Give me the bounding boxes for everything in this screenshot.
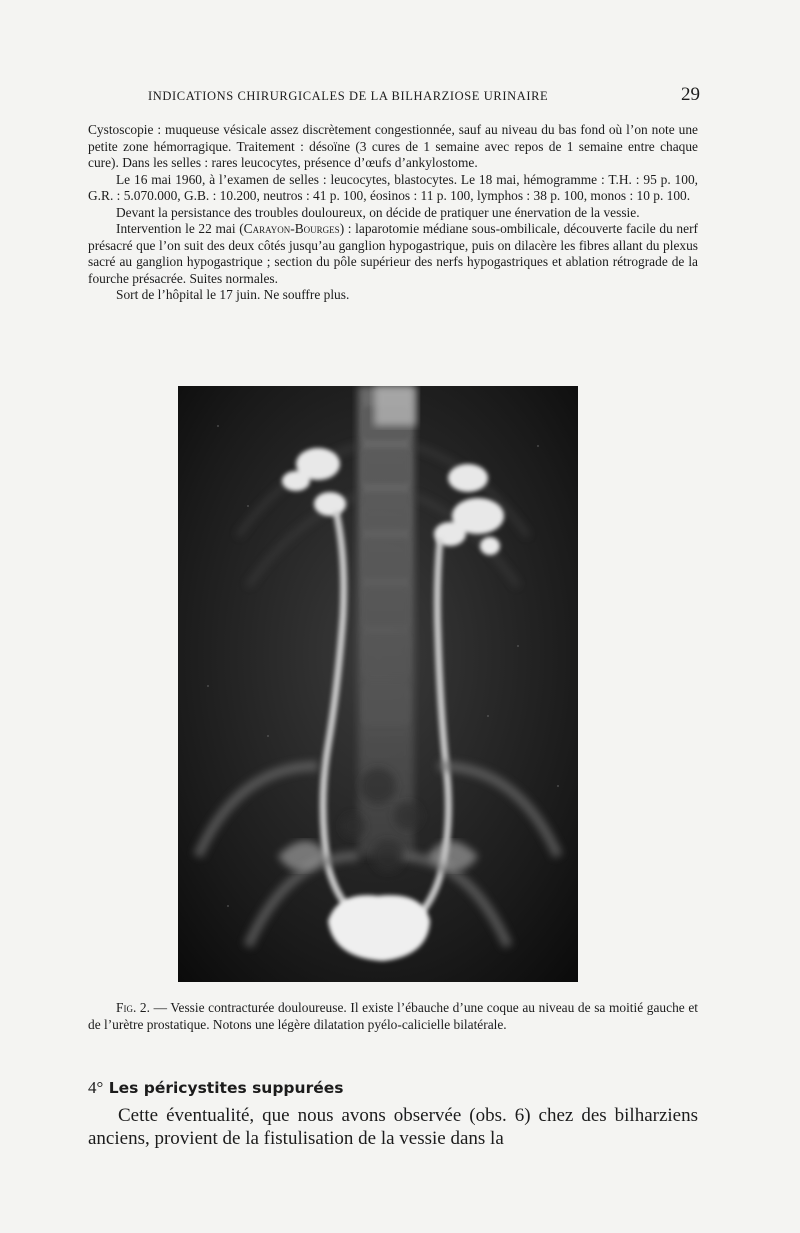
surgeon-names: Carayon-Bourges [243,221,340,236]
section-body [88,1104,698,1150]
observation-text [88,122,698,304]
section-title: Les péricystites suppurées [108,1079,344,1097]
paragraph-cystoscopy: Cystoscopie : muqueuse vésicale assez discrètement congestionnée, sauf au niveau du bas fond où l’on note une petite zone hémorragique. Traitement : désoïne (3 cures de 1 semaine avec repos de 1 semaine entre chaque cure). Dans les selles : rares leucocytes, présence d’œufs d’ankylostome. [88,122,698,170]
page-number: 29 [681,84,700,105]
figure-caption [88,1000,698,1033]
intervention-before: Intervention le 22 mai ( [116,221,244,236]
paragraph-blood-count: Le 16 mai 1960, à l’examen de selles : leucocytes, blastocytes. Le 18 mai, hémogramme : T.H. : 95 p. 100, G.R. : 5.070.000, G.B. : 10.200, neutros : 41 p. 100, éosinos : 11 p. 100, lymphos : 38 p. 100, monos : 10 p. 100. [88,171,698,203]
closing-paragraph: Cette éventualité, que nous avons observée (obs. 6) chez des bilharziens anciens, provient de la fistulisation de la vessie dans la [88,1105,698,1149]
figure-label: Fig. 2. [116,1000,150,1015]
intervention-after: ) : laparotomie médiane sous-ombilicale, découverte facile du nerf présacré que l’on suit des deux côtés jusqu’au ganglion hypogastrique, puis on dilacère les fibres allant du plexus sacré au ganglion hypogastrique ; section du pôle supérieur des nerfs hypogastriques et ablation rétrograde de la fourche présacrée. Suites normales. [88,221,698,286]
paragraph-discharge: Sort de l’hôpital le 17 juin. Ne souffre plus. [116,287,350,302]
section-number: 4° [88,1078,104,1097]
running-title: INDICATIONS CHIRURGICALES DE LA BILHARZIOSE URINAIRE [148,89,549,103]
paragraph-intervention [88,221,698,287]
radiograph-figure [178,386,578,982]
figure-caption-text: — Vessie contracturée douloureuse. Il existe l’ébauche d’une coque au niveau de sa moitié gauche et de l’urètre prostatique. Notons une légère dilatation pyélo-calicielle bilatérale. [88,1000,698,1032]
section-heading [88,1078,698,1098]
running-head [88,86,700,110]
urogram-radiograph-image [178,386,578,982]
paragraph-decision: Devant la persistance des troubles douloureux, on décide de pratiquer une énervation de la vessie. [116,204,640,220]
